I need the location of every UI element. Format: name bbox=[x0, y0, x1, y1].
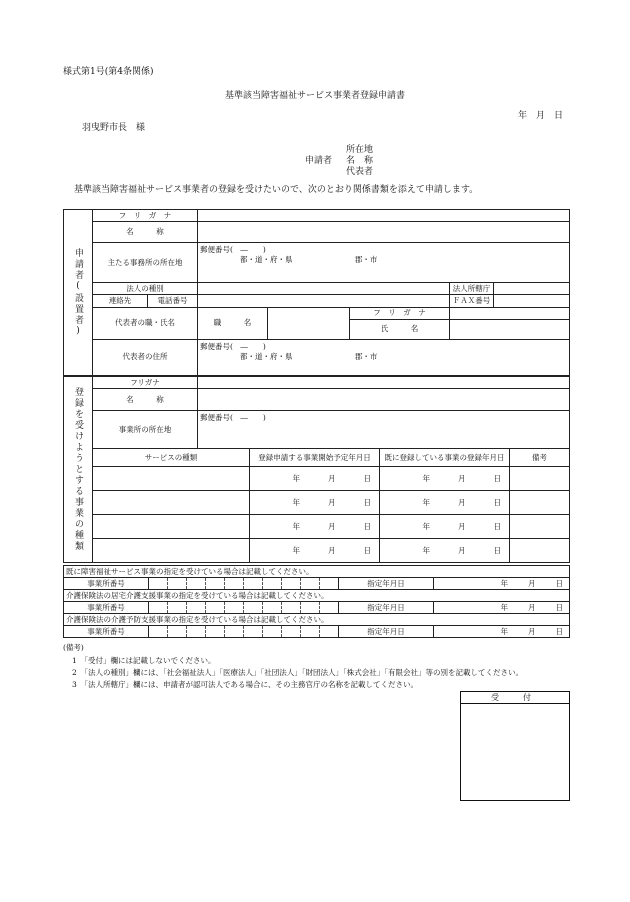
table-row bbox=[64, 283, 570, 295]
city-label: 郡・市 bbox=[354, 351, 378, 361]
table-row bbox=[64, 295, 570, 307]
designation-caption: 介護保険法の居宅介護支援事業の指定を受けている場合は記載してください。 bbox=[64, 590, 570, 602]
date-unit: 月 bbox=[528, 626, 536, 636]
phone-label: 電話番号 bbox=[148, 295, 198, 307]
date-unit: 日 bbox=[493, 521, 501, 531]
designation-date-label: 指定年月日 bbox=[339, 626, 434, 638]
date-unit: 年 bbox=[422, 521, 430, 531]
digit-box[interactable] bbox=[281, 626, 300, 637]
designation-row bbox=[64, 578, 570, 590]
fax-field[interactable] bbox=[494, 295, 570, 307]
business-address-label: 事業所の所在地 bbox=[93, 411, 198, 449]
form-number: 様式第1号(第4条関係) bbox=[63, 67, 154, 77]
digit-box[interactable] bbox=[224, 626, 243, 637]
corp-type-field[interactable] bbox=[198, 283, 450, 295]
col-registered-header: 既に登録している事業の登録年月日 bbox=[380, 449, 510, 467]
digit-box[interactable] bbox=[300, 602, 319, 613]
postal-code-label: 郵便番号( ― ) bbox=[200, 413, 266, 422]
table-row bbox=[64, 339, 570, 375]
remarks-field[interactable] bbox=[510, 491, 570, 515]
service-field[interactable] bbox=[93, 515, 250, 539]
date-unit: 日 bbox=[493, 497, 501, 507]
date-unit: 日 bbox=[363, 497, 371, 507]
position-label: 職 名 bbox=[198, 307, 268, 339]
digit-box[interactable] bbox=[262, 602, 281, 613]
date-unit: 年 bbox=[292, 497, 300, 507]
designation-date-field[interactable] bbox=[434, 578, 570, 590]
position-field[interactable] bbox=[268, 307, 350, 339]
registered-date-field[interactable] bbox=[380, 539, 510, 563]
date-unit: 月 bbox=[528, 602, 536, 612]
date-unit: 日 bbox=[555, 626, 563, 636]
note-item: 3 「法人所轄庁」欄には、申請者が認可法人である場合に、その主務官庁の名称を記載してください。 bbox=[72, 680, 419, 689]
date-unit: 月 bbox=[458, 521, 466, 531]
designation-row bbox=[64, 626, 570, 638]
designation-caption: 介護保険法の介護予防支援事業の指定を受けている場合は記載してください。 bbox=[64, 614, 570, 626]
phone-field[interactable] bbox=[198, 295, 450, 307]
designation-caption-row bbox=[64, 566, 570, 578]
digit-box[interactable] bbox=[319, 626, 338, 637]
date-unit: 日 bbox=[493, 473, 501, 483]
applicant-address-label: 所在地 bbox=[346, 145, 374, 155]
designation-caption-row bbox=[64, 590, 570, 602]
receipt-box bbox=[460, 691, 570, 801]
digit-box[interactable] bbox=[149, 602, 167, 613]
date-unit: 月 bbox=[458, 545, 466, 555]
date-unit: 年 bbox=[292, 473, 300, 483]
start-date-field[interactable] bbox=[250, 491, 380, 515]
fax-label: ＦＡＸ番号 bbox=[450, 295, 494, 307]
receipt-label: 受 付 bbox=[461, 692, 569, 704]
office-number-field[interactable] bbox=[149, 626, 339, 638]
date-unit: 年 bbox=[500, 602, 508, 612]
date-unit: 年 bbox=[422, 473, 430, 483]
addressee: 羽曳野市長 様 bbox=[82, 123, 146, 133]
rep-address-label: 代表者の住所 bbox=[93, 339, 198, 375]
designation-date-field[interactable] bbox=[434, 602, 570, 614]
table-row bbox=[64, 449, 570, 467]
applicant-name-label: 名 称 bbox=[346, 156, 374, 166]
start-date-field[interactable] bbox=[250, 539, 380, 563]
business-furigana-field[interactable] bbox=[198, 377, 570, 389]
business-name-field[interactable] bbox=[198, 389, 570, 411]
office-address-field[interactable] bbox=[198, 243, 570, 283]
date-line: 年 月 日 bbox=[518, 111, 564, 121]
date-unit: 月 bbox=[328, 545, 336, 555]
postal-code-label: 郵便番号( ― ) bbox=[200, 341, 266, 351]
date-unit: 年 bbox=[500, 626, 508, 636]
business-address-field[interactable] bbox=[198, 411, 570, 449]
digit-box[interactable] bbox=[319, 602, 338, 613]
col-start-header: 登録申請する事業開始予定年月日 bbox=[250, 449, 380, 467]
notes-heading: (備考) bbox=[63, 643, 84, 652]
applicant-rep-label: 代表者 bbox=[346, 167, 374, 177]
digit-box[interactable] bbox=[167, 626, 186, 637]
postal-code-label: 郵便番号( ― ) bbox=[200, 245, 266, 255]
remarks-field[interactable] bbox=[510, 539, 570, 563]
rep-title-name-label: 代表者の職・氏名 bbox=[93, 307, 198, 339]
designation-caption: 既に障害福祉サービス事業の指定を受けている場合は記載してください。 bbox=[64, 566, 570, 578]
digit-box[interactable] bbox=[205, 626, 224, 637]
digit-box[interactable] bbox=[262, 578, 281, 589]
table-row bbox=[64, 377, 570, 389]
person-name-label: 氏 名 bbox=[350, 319, 450, 339]
office-number-field[interactable] bbox=[149, 602, 339, 614]
digit-box[interactable] bbox=[319, 578, 338, 589]
registered-date-field[interactable] bbox=[380, 491, 510, 515]
city-label: 郡・市 bbox=[354, 255, 378, 265]
date-unit: 月 bbox=[458, 473, 466, 483]
digit-box[interactable] bbox=[205, 602, 224, 613]
table-row bbox=[64, 210, 570, 222]
business-furigana-label: フリガナ bbox=[93, 377, 198, 389]
date-unit: 日 bbox=[493, 545, 501, 555]
applicant-label: 申請者 bbox=[305, 156, 333, 166]
date-unit: 年 bbox=[292, 521, 300, 531]
digit-box[interactable] bbox=[149, 626, 167, 637]
table-row bbox=[64, 411, 570, 449]
date-unit: 日 bbox=[555, 602, 563, 612]
designation-date-field[interactable] bbox=[434, 626, 570, 638]
digit-box[interactable] bbox=[300, 626, 319, 637]
digit-box[interactable] bbox=[281, 602, 300, 613]
table-row bbox=[64, 307, 570, 319]
section-applicant-label: 申請者(設置者) bbox=[64, 210, 93, 376]
remarks-field[interactable] bbox=[510, 467, 570, 491]
date-unit: 日 bbox=[555, 578, 563, 588]
name-label: 名 称 bbox=[93, 222, 198, 243]
prefecture-label: 都・道・府・県 bbox=[240, 255, 293, 265]
date-unit: 月 bbox=[328, 521, 336, 531]
person-name-field[interactable] bbox=[450, 319, 570, 339]
designation-caption-row bbox=[64, 614, 570, 626]
office-number-label: 事業所番号 bbox=[64, 578, 149, 590]
date-unit: 年 bbox=[422, 497, 430, 507]
designation-date-label: 指定年月日 bbox=[339, 602, 434, 614]
table-row bbox=[64, 243, 570, 283]
corp-type-label: 法人の種別 bbox=[93, 283, 198, 295]
furigana-label: フ リ ガ ナ bbox=[93, 210, 198, 222]
digit-box[interactable] bbox=[186, 578, 205, 589]
digit-box[interactable] bbox=[224, 578, 243, 589]
table-row bbox=[64, 389, 570, 411]
table-row bbox=[64, 222, 570, 243]
date-unit: 年 bbox=[422, 545, 430, 555]
name-field[interactable] bbox=[198, 222, 570, 243]
service-field[interactable] bbox=[93, 539, 250, 563]
date-unit: 月 bbox=[328, 473, 336, 483]
digit-box[interactable] bbox=[281, 578, 300, 589]
section-business-label: 登録を受けようとする事業の種類 bbox=[64, 377, 93, 563]
furigana-field[interactable] bbox=[198, 210, 570, 222]
digit-box[interactable] bbox=[243, 578, 262, 589]
address-line bbox=[200, 352, 567, 362]
page-title: 基準該当障害福祉サービス事業者登録申請書 bbox=[224, 91, 405, 101]
start-date-field[interactable] bbox=[250, 515, 380, 539]
intro-text: 基準該当障害福祉サービス事業者の登録を受けたいので、次のとおり関係書類を添えて申請します。 bbox=[74, 185, 479, 195]
corp-authority-field[interactable] bbox=[494, 283, 570, 295]
col-service-header: サービスの種類 bbox=[93, 449, 250, 467]
col-remarks-header: 備考 bbox=[510, 449, 570, 467]
corp-authority-label: 法人所轄庁 bbox=[450, 283, 494, 295]
date-unit: 月 bbox=[458, 497, 466, 507]
date-unit: 日 bbox=[363, 521, 371, 531]
date-unit: 日 bbox=[363, 545, 371, 555]
digit-box[interactable] bbox=[243, 626, 262, 637]
registered-date-field[interactable] bbox=[380, 515, 510, 539]
digit-box[interactable] bbox=[186, 602, 205, 613]
digit-box[interactable] bbox=[262, 626, 281, 637]
office-address-label: 主たる事務所の所在地 bbox=[93, 243, 198, 283]
registered-date-field[interactable] bbox=[380, 467, 510, 491]
designation-row bbox=[64, 602, 570, 614]
table-row bbox=[64, 515, 570, 539]
digit-box[interactable] bbox=[149, 578, 167, 589]
digit-box[interactable] bbox=[186, 626, 205, 637]
start-date-field[interactable] bbox=[250, 467, 380, 491]
digit-box[interactable] bbox=[167, 578, 186, 589]
contact-label: 連絡先 bbox=[93, 295, 148, 307]
rep-address-field[interactable] bbox=[198, 339, 570, 375]
furigana2-field[interactable] bbox=[450, 307, 570, 319]
office-number-field[interactable] bbox=[149, 578, 339, 590]
note-item: 2 「法人の種別」欄には、「社会福祉法人」「医療法人」「社団法人」「財団法人」「株式会社」「有限会社」等の別を記載してください。 bbox=[72, 668, 524, 677]
digit-box[interactable] bbox=[205, 578, 224, 589]
service-field[interactable] bbox=[93, 491, 250, 515]
note-item: 1 「受付」欄には記載しないでください。 bbox=[72, 656, 216, 665]
table-row bbox=[64, 491, 570, 515]
office-number-label: 事業所番号 bbox=[64, 602, 149, 614]
furigana2-label: フ リ ガ ナ bbox=[350, 307, 450, 319]
business-table bbox=[63, 376, 570, 563]
prefecture-label: 都・道・府・県 bbox=[240, 351, 293, 361]
date-unit: 月 bbox=[528, 578, 536, 588]
address-line bbox=[200, 255, 567, 265]
service-field[interactable] bbox=[93, 467, 250, 491]
table-row bbox=[64, 467, 570, 491]
digit-box[interactable] bbox=[243, 602, 262, 613]
office-number-label: 事業所番号 bbox=[64, 626, 149, 638]
designation-date-label: 指定年月日 bbox=[339, 578, 434, 590]
business-name-label: 名 称 bbox=[93, 389, 198, 411]
designation-table bbox=[63, 565, 570, 638]
date-unit: 月 bbox=[328, 497, 336, 507]
digit-box[interactable] bbox=[167, 602, 186, 613]
digit-box[interactable] bbox=[300, 578, 319, 589]
date-unit: 年 bbox=[500, 578, 508, 588]
digit-box[interactable] bbox=[224, 602, 243, 613]
application-table bbox=[63, 209, 570, 376]
remarks-field[interactable] bbox=[510, 515, 570, 539]
table-row bbox=[64, 539, 570, 563]
date-unit: 日 bbox=[363, 473, 371, 483]
date-unit: 年 bbox=[292, 545, 300, 555]
